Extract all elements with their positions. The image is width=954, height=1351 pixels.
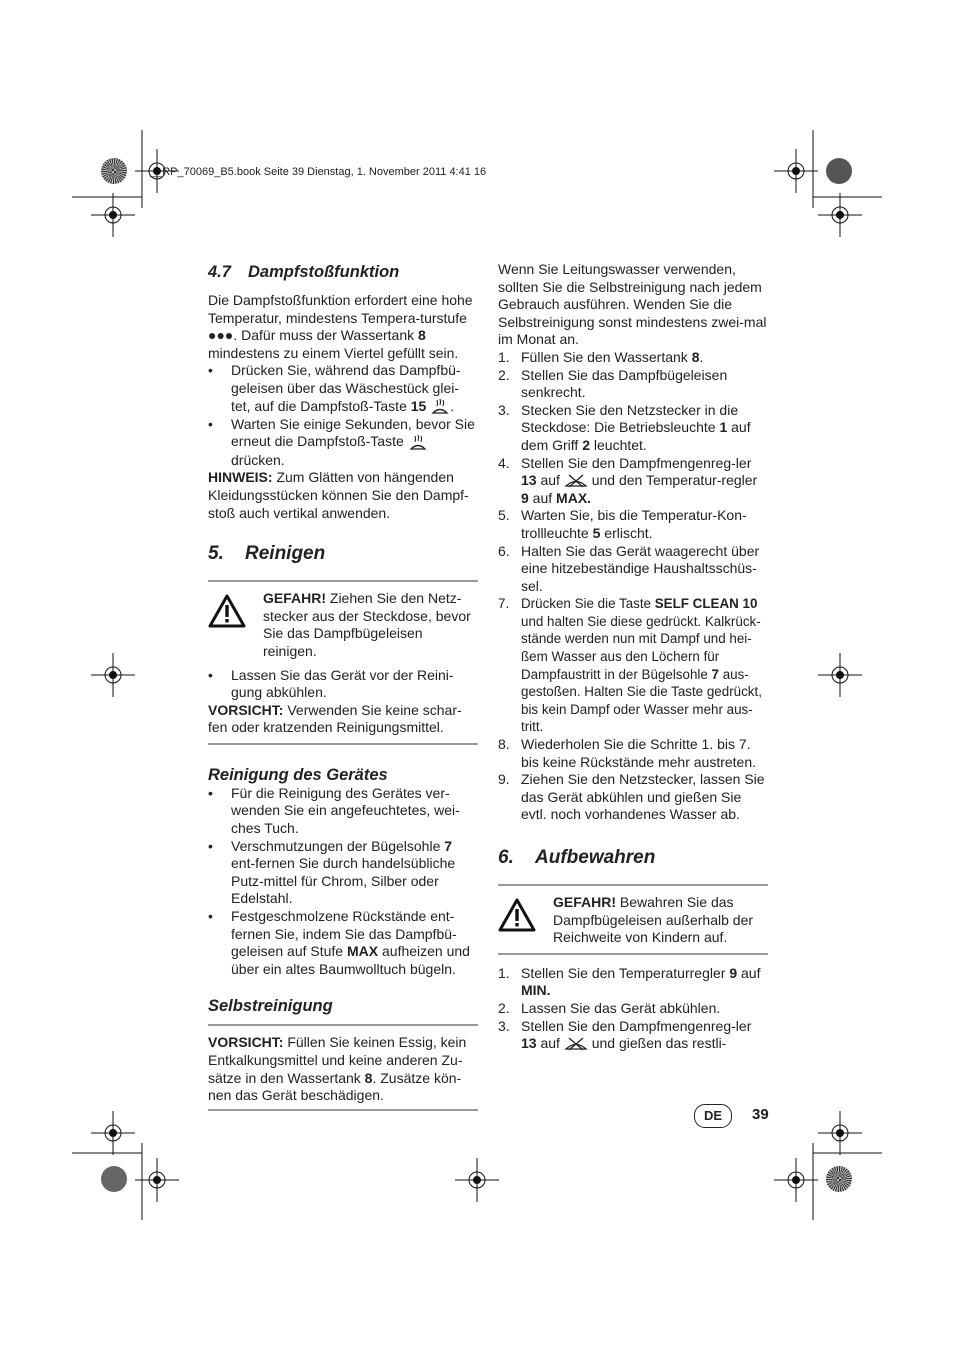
- right-column: [498, 261, 768, 1053]
- numbered-list: [498, 965, 768, 1053]
- registration-mark-icon: [455, 1158, 499, 1202]
- color-disc-icon: [101, 1166, 127, 1192]
- divider: [208, 743, 478, 745]
- registration-mark-icon: [818, 653, 862, 697]
- color-disc-icon: [826, 1166, 852, 1192]
- list-item: 4. Stellen Sie den Dampfmengenreg-ler 13 auf und den Temperatur-regler 9 auf MAX.: [498, 454, 758, 506]
- list-item: • Verschmutzungen der Bügelsohle 7 ent-fernen Sie durch handelsübliche Putz-mittel für Chrom, Silber oder Edelstahl.: [208, 837, 456, 907]
- warning-triangle-icon: [208, 594, 246, 628]
- divider: [498, 953, 768, 955]
- bullet-list: [208, 667, 478, 702]
- color-disc-icon: [826, 158, 852, 184]
- list-item: 2. Lassen Sie das Gerät abkühlen.: [498, 999, 721, 1016]
- steam-burst-icon: [408, 434, 428, 452]
- left-column: [208, 262, 478, 1111]
- list-item: 2. Stellen Sie das Dampfbügeleisen senkrecht.: [498, 366, 728, 401]
- section-heading: 4.7 Dampfstoßfunktion: [208, 263, 400, 281]
- caution-note: VORSICHT: Verwenden Sie keine schar-fen oder kratzenden Reinigungsmittel.: [208, 701, 462, 736]
- danger-box: GEFAHR! Bewahren Sie das Dampfbügeleisen außerhalb der Reichweite von Kindern auf.: [498, 886, 768, 953]
- list-item: 6. Halten Sie das Gerät waagerecht über eine hitzebeständige Haushaltsschüs-sel.: [498, 542, 760, 594]
- bullet-list: [208, 362, 478, 469]
- list-item: 5. Warten Sie, bis die Temperatur-Kon-trollleuchte 5 erlischt.: [498, 507, 747, 541]
- danger-box: GEFAHR! Ziehen Sie den Netz-stecker aus der Steckdose, bevor Sie das Dampfbügeleisen reinigen.: [208, 582, 478, 666]
- subsection-heading: Selbstreinigung: [208, 997, 333, 1016]
- divider: [208, 1109, 478, 1111]
- list-item: 3. Stecken Sie den Netzstecker in die Steckdose: Die Betriebsleuchte 1 auf dem Griff 2 leuchtet.: [498, 401, 751, 453]
- registration-mark-icon: [818, 193, 862, 237]
- self-clean-icon: [564, 473, 588, 489]
- list-item: • Lassen Sie das Gerät vor der Reini-gung abkühlen.: [208, 666, 454, 701]
- registration-mark-icon: [774, 149, 818, 193]
- paragraph: Wenn Sie Leitungswasser verwenden, sollten Sie die Selbstreinigung nach jedem Gebrauch ausführen. Wenden Sie die Selbstreinigung sonst mindestens zwei-mal im Monat an.: [498, 261, 767, 348]
- divider: [208, 1024, 478, 1026]
- list-item: 1. Stellen Sie den Temperaturregler 9 auf MIN.: [498, 964, 761, 999]
- list-item: 3. Stellen Sie den Dampfmengenreg-ler 13 auf und gießen das restli-: [498, 1017, 752, 1052]
- subsection-heading: Reinigung des Gerätes: [208, 765, 388, 784]
- section-heading: 5. Reinigen: [208, 543, 326, 565]
- list-item: 9. Ziehen Sie den Netzstecker, lassen Sie das Gerät abkühlen und gießen Sie evtl. noch vorhandenes Wasser ab.: [498, 771, 765, 823]
- registration-mark-icon: [774, 1158, 818, 1202]
- hint-note: HINWEIS: Zum Glätten von hängenden Kleidungsstücken können Sie den Dampf-stoß auch vertikal anwenden.: [208, 469, 469, 521]
- registration-mark-icon: [91, 1111, 135, 1155]
- list-item: • Für die Reinigung des Gerätes ver-wenden Sie ein angefeuchtetes, wei-ches Tuch.: [208, 784, 460, 837]
- caution-note: VORSICHT: Füllen Sie keinen Essig, kein Entkalkungsmittel und keine anderen Zu-sätze in den Wassertank 8. Zusätze kön-nen das Gerät beschädigen.: [208, 1034, 467, 1104]
- list-item: • Festgeschmolzene Rückstände ent-fernen Sie, indem Sie das Dampfbü-geleisen auf Stufe MAX aufheizen und über ein altes Baumwolltuch bügeln.: [208, 908, 470, 977]
- self-clean-icon: [564, 1036, 588, 1052]
- numbered-list: [498, 349, 768, 824]
- section-heading: 6. Aufbewahren: [498, 847, 656, 868]
- registration-mark-icon: [91, 653, 135, 697]
- steam-burst-icon: [430, 398, 450, 416]
- list-item: • Warten Sie einige Sekunden, bevor Sie erneut die Dampfstoß-Taste drücken.: [208, 415, 475, 468]
- page-number: 39: [752, 1106, 769, 1123]
- language-badge: DE: [694, 1104, 732, 1128]
- print-slug: __RP_70069_B5.book Seite 39 Dienstag, 1. November 2011 4:41 16: [150, 166, 487, 178]
- color-disc-icon: [101, 158, 127, 184]
- list-item: • Drücken Sie, während das Dampfbü-geleisen über das Wäschestück glei-tet, auf die Dampfstoß-Taste 15 .: [208, 362, 478, 415]
- list-item: 1. Füllen Sie den Wassertank 8.: [498, 348, 704, 365]
- list-item: 7. Drücken Sie die Taste SELF CLEAN 10 und halten Sie diese gedrückt. Kalkrück-stände werden nun mit Dampf und hei-ßem Wasser aus den Löchern für Dampfaustritt in der Bügelsohle 7 aus-gestoßen. Halten Sie die Taste gedrückt, bis kein Dampf oder Wasser mehr aus-tritt.: [498, 596, 762, 735]
- registration-mark-icon: [818, 1111, 862, 1155]
- paragraph: Die Dampfstoßfunktion erfordert eine hohe Temperatur, mindestens Tempera-turstufe ●●●. Dafür muss der Wassertank 8 mindestens zu einem Viertel gefüllt sein.: [208, 292, 473, 361]
- registration-mark-icon: [91, 193, 135, 237]
- bullet-list: [208, 785, 478, 979]
- list-item: 8. Wiederholen Sie die Schritte 1. bis 7. bis keine Rückstände mehr austreten.: [498, 736, 757, 770]
- warning-triangle-icon: [498, 898, 536, 932]
